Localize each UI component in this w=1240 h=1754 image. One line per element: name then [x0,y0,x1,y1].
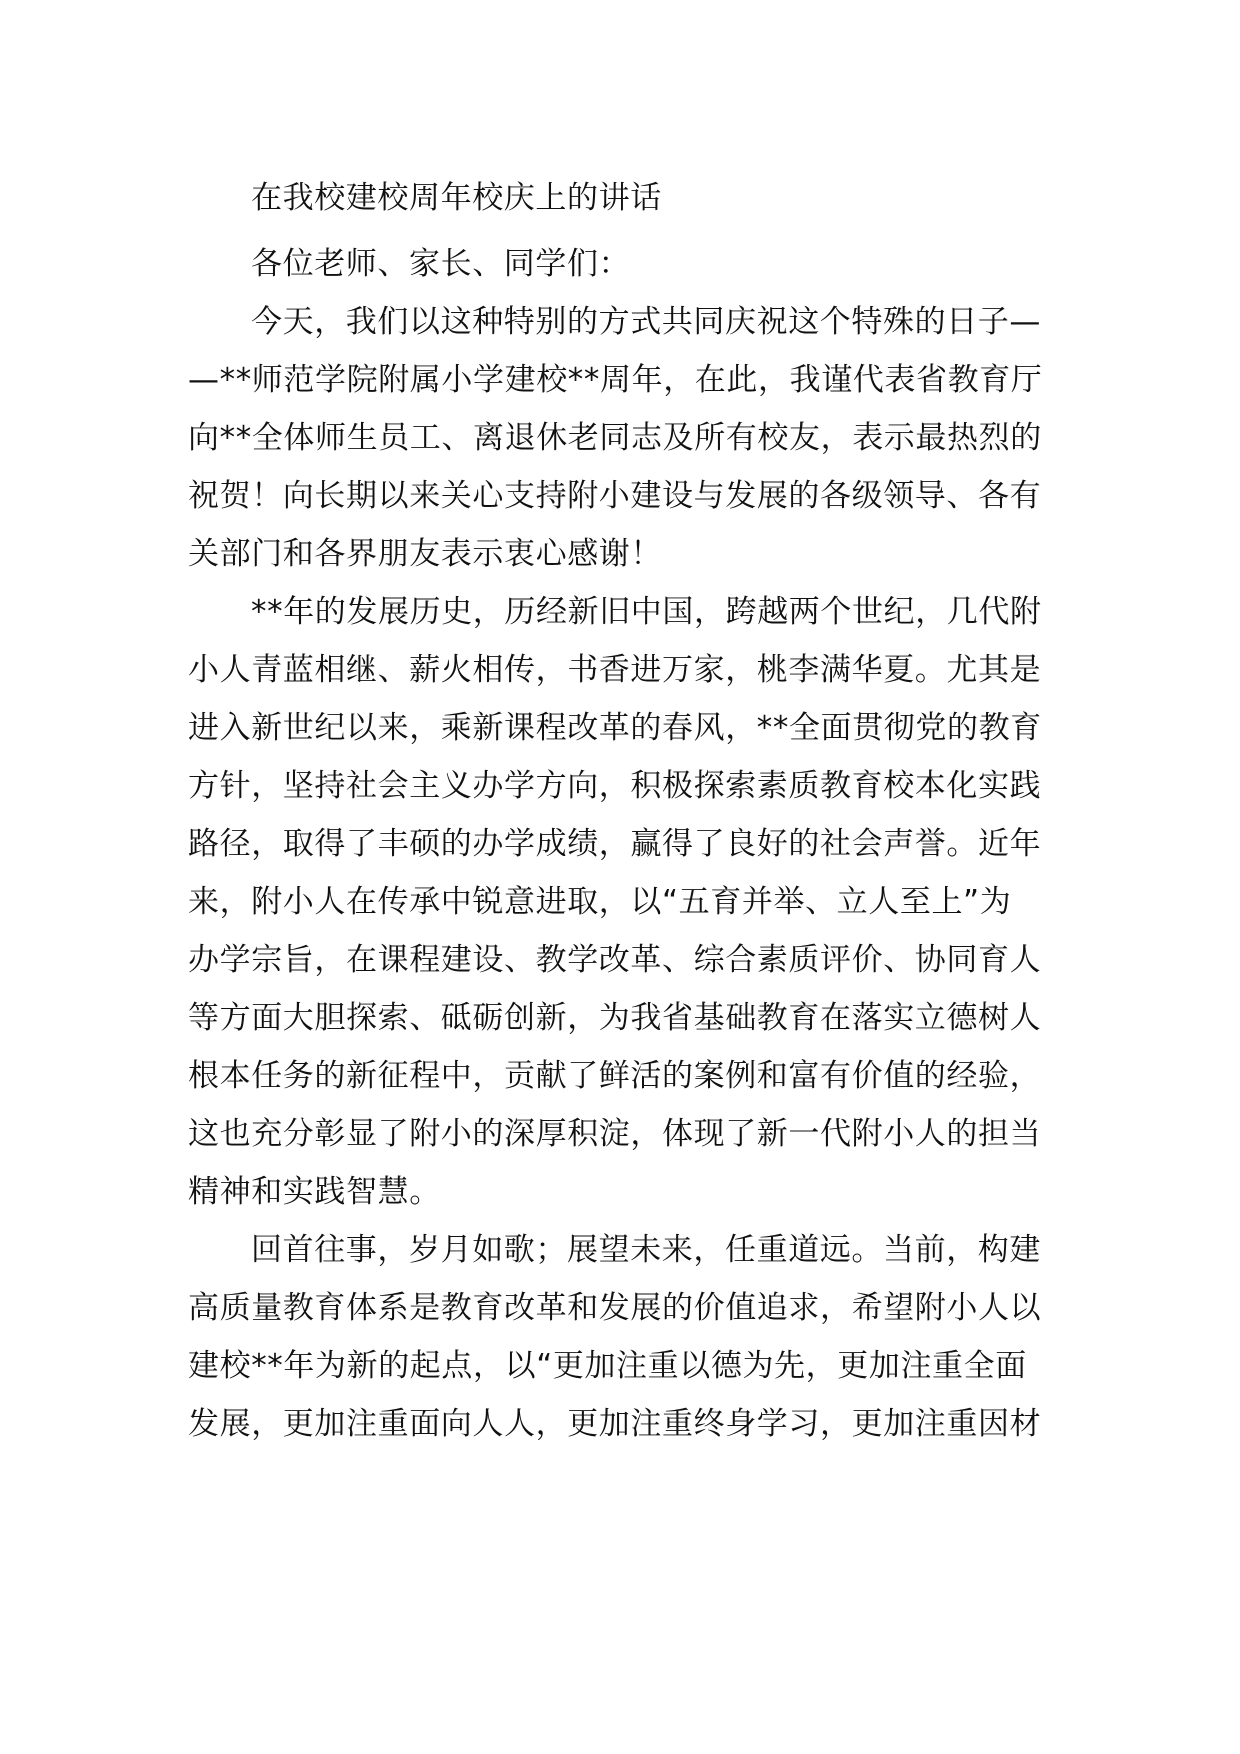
paragraph-line: 根本任务的新征程中，贡献了鲜活的案例和富有价值的经验， [188,1058,1042,1094]
paragraph-line: 高质量教育体系是教育改革和发展的价值追求，希望附小人以 [188,1290,1042,1326]
paragraph-line: —**师范学院附属小学建校**周年，在此，我谨代表省教育厅 [188,362,1043,398]
paragraph-line: 发展，更加注重面向人人，更加注重终身学习，更加注重因材 [188,1406,1042,1442]
paragraph-line: 路径，取得了丰硕的办学成绩，赢得了良好的社会声誉。近年 [188,826,1042,862]
paragraph-line: 小人青蓝相继、薪火相传，书香进万家，桃李满华夏。尤其是 [188,652,1042,688]
paragraph-line: 今天，我们以这种特别的方式共同庆祝这个特殊的日子— [251,304,1041,340]
paragraph-line: 祝贺！向长期以来关心支持附小建设与发展的各级领导、各有 [188,478,1042,514]
paragraph-line: 来，附小人在传承中锐意进取，以“五育并举、立人至上”为 [188,884,1012,920]
paragraph-line: 建校**年为新的起点，以“更加注重以德为先，更加注重全面 [188,1348,1027,1384]
paragraph-line: 关部门和各界朋友表示衷心感谢！ [188,536,662,572]
paragraph-line: 这也充分彰显了附小的深厚积淀，体现了新一代附小人的担当 [188,1116,1042,1152]
paragraph-line: 精神和实践智慧。 [188,1174,441,1210]
paragraph-line: 向**全体师生员工、离退休老同志及所有校友，表示最热烈的 [188,420,1042,456]
paragraph-line: 办学宗旨，在课程建设、教学改革、综合素质评价、协同育人 [188,942,1042,978]
paragraph-line: 方针，坚持社会主义办学方向，积极探索素质教育校本化实践 [188,768,1042,804]
paragraph-line: 进入新世纪以来，乘新课程改革的春风，**全面贯彻党的教育 [188,710,1042,746]
paragraph-line: 等方面大胆探索、砥砺创新，为我省基础教育在落实立德树人 [188,1000,1042,1036]
salutation: 各位老师、家长、同学们： [251,246,631,282]
paragraph-line: **年的发展历史，历经新旧中国，跨越两个世纪，几代附 [251,594,1042,630]
document-title: 在我校建校周年校庆上的讲话 [251,180,662,216]
paragraph-line: 回首往事，岁月如歌；展望未来，任重道远。当前，构建 [251,1232,1041,1268]
